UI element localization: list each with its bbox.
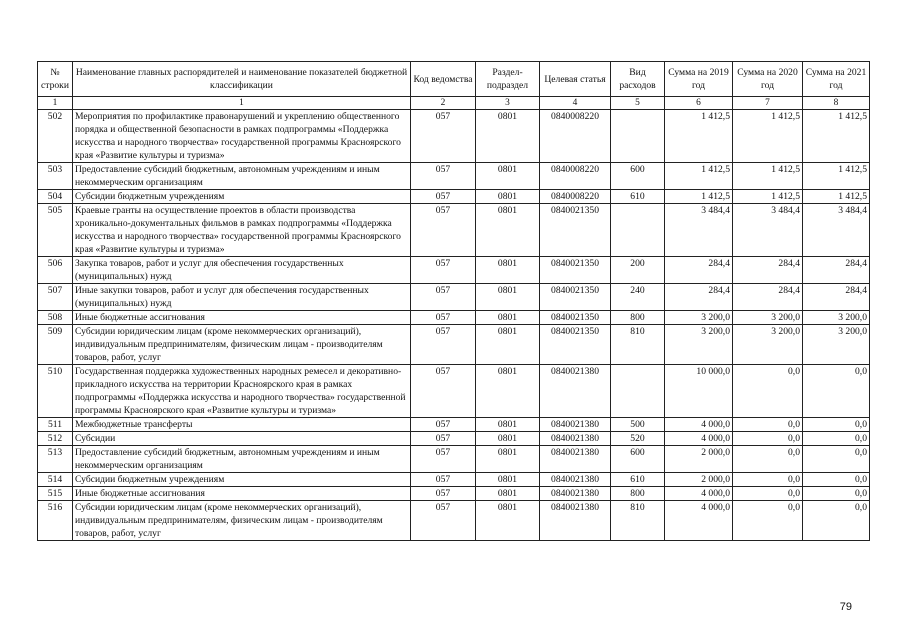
row-section: 0801 (476, 257, 540, 284)
row-number: 503 (38, 163, 73, 190)
row-sum-2019: 1 412,5 (665, 110, 733, 163)
row-sum-2019: 2 000,0 (665, 446, 733, 473)
row-section: 0801 (476, 487, 540, 501)
row-sum-2019: 1 412,5 (665, 190, 733, 204)
row-target-article: 0840021350 (540, 204, 611, 257)
row-sum-2021: 0,0 (803, 487, 870, 501)
row-sum-2020: 284,4 (733, 284, 803, 311)
row-expense-type: 520 (611, 432, 665, 446)
row-name: Краевые гранты на осуществление проектов в области производства хроникально-документальных фильмов в рамках подпрограммы «Поддержка искусства и народного творчества» государственной программы Красноярского края «Развитие культуры и туризма» (73, 204, 411, 257)
header-row-no: № строки (38, 62, 73, 97)
row-target-article: 0840021350 (540, 257, 611, 284)
row-sum-2020: 0,0 (733, 446, 803, 473)
column-number-row (38, 97, 870, 110)
header-name: Наименование главных распорядителей и наименование показателей бюджетной классификации (73, 62, 411, 97)
row-number: 516 (38, 501, 73, 541)
row-sum-2019: 4 000,0 (665, 418, 733, 432)
row-name: Иные бюджетные ассигнования (73, 487, 411, 501)
row-sum-2021: 3 200,0 (803, 311, 870, 325)
row-name: Иные закупки товаров, работ и услуг для обеспечения государственных (муниципальных) нужд (73, 284, 411, 311)
table-row (38, 163, 870, 190)
row-sum-2019: 4 000,0 (665, 432, 733, 446)
row-section: 0801 (476, 418, 540, 432)
row-sum-2021: 0,0 (803, 365, 870, 418)
row-expense-type: 500 (611, 418, 665, 432)
column-number: 1 (73, 97, 411, 110)
row-number: 507 (38, 284, 73, 311)
row-department-code: 057 (411, 365, 476, 418)
row-name: Мероприятия по профилактике правонарушений и укреплению общественного порядка и общественной безопасности в рамках подпрограммы «Поддержка искусства и народного творчества» государственной программы Красноярского края «Развитие культуры и туризма» (73, 110, 411, 163)
row-number: 502 (38, 110, 73, 163)
row-target-article: 0840008220 (540, 190, 611, 204)
row-expense-type (611, 365, 665, 418)
row-section: 0801 (476, 501, 540, 541)
header-section: Раздел-подраздел (476, 62, 540, 97)
row-department-code: 057 (411, 446, 476, 473)
table-row (38, 110, 870, 163)
row-section: 0801 (476, 284, 540, 311)
column-number: 7 (733, 97, 803, 110)
row-sum-2019: 3 484,4 (665, 204, 733, 257)
row-name: Субсидии бюджетным учреждениям (73, 473, 411, 487)
table-row (38, 365, 870, 418)
table-row (38, 284, 870, 311)
row-sum-2019: 1 412,5 (665, 163, 733, 190)
row-sum-2020: 3 484,4 (733, 204, 803, 257)
row-target-article: 0840021380 (540, 487, 611, 501)
row-section: 0801 (476, 365, 540, 418)
row-name: Субсидии юридическим лицам (кроме некоммерческих организаций), индивидуальным предпринимателям, физическим лицам - производителям товаров, работ, услуг (73, 501, 411, 541)
row-section: 0801 (476, 325, 540, 365)
row-expense-type: 810 (611, 325, 665, 365)
row-target-article: 0840021380 (540, 473, 611, 487)
row-name: Государственная поддержка художественных народных ремесел и декоративно-прикладного искусства на территории Красноярского края в рамках подпрограммы «Поддержка искусства и народного творчества» государственной программы Красноярского края «Развитие культуры и туризма» (73, 365, 411, 418)
table-row (38, 432, 870, 446)
row-expense-type: 800 (611, 311, 665, 325)
row-expense-type: 810 (611, 501, 665, 541)
row-sum-2019: 4 000,0 (665, 487, 733, 501)
row-department-code: 057 (411, 325, 476, 365)
row-sum-2019: 10 000,0 (665, 365, 733, 418)
row-sum-2020: 0,0 (733, 501, 803, 541)
row-expense-type: 610 (611, 190, 665, 204)
row-sum-2021: 1 412,5 (803, 163, 870, 190)
row-target-article: 0840008220 (540, 110, 611, 163)
row-department-code: 057 (411, 432, 476, 446)
row-department-code: 057 (411, 190, 476, 204)
column-number: 3 (476, 97, 540, 110)
row-number: 515 (38, 487, 73, 501)
column-number: 4 (540, 97, 611, 110)
header-sum-2021: Сумма на 2021 год (803, 62, 870, 97)
table-row (38, 325, 870, 365)
row-target-article: 0840021380 (540, 365, 611, 418)
row-number: 506 (38, 257, 73, 284)
row-name: Субсидии (73, 432, 411, 446)
row-sum-2020: 0,0 (733, 365, 803, 418)
column-number: 2 (411, 97, 476, 110)
row-sum-2021: 1 412,5 (803, 190, 870, 204)
row-name: Субсидии бюджетным учреждениям (73, 190, 411, 204)
row-section: 0801 (476, 311, 540, 325)
row-target-article: 0840021350 (540, 284, 611, 311)
column-number: 1 (38, 97, 73, 110)
header-row (38, 62, 870, 97)
row-sum-2021: 0,0 (803, 432, 870, 446)
row-sum-2020: 1 412,5 (733, 190, 803, 204)
row-sum-2021: 3 484,4 (803, 204, 870, 257)
row-department-code: 057 (411, 204, 476, 257)
row-sum-2021: 284,4 (803, 257, 870, 284)
table-row (38, 418, 870, 432)
row-section: 0801 (476, 110, 540, 163)
row-target-article: 0840021380 (540, 432, 611, 446)
row-section: 0801 (476, 446, 540, 473)
row-department-code: 057 (411, 110, 476, 163)
table-row (38, 501, 870, 541)
budget-table (37, 61, 870, 541)
row-number: 510 (38, 365, 73, 418)
row-number: 509 (38, 325, 73, 365)
header-target-article: Целевая статья (540, 62, 611, 97)
row-sum-2021: 0,0 (803, 501, 870, 541)
row-sum-2021: 0,0 (803, 446, 870, 473)
row-sum-2019: 4 000,0 (665, 501, 733, 541)
row-department-code: 057 (411, 257, 476, 284)
row-sum-2020: 0,0 (733, 487, 803, 501)
table-row (38, 190, 870, 204)
row-target-article: 0840021380 (540, 501, 611, 541)
row-department-code: 057 (411, 473, 476, 487)
row-number: 504 (38, 190, 73, 204)
row-sum-2020: 3 200,0 (733, 311, 803, 325)
row-department-code: 057 (411, 501, 476, 541)
header-sum-2020: Сумма на 2020 год (733, 62, 803, 97)
row-sum-2020: 0,0 (733, 432, 803, 446)
header-department-code: Код ведомства (411, 62, 476, 97)
row-name: Межбюджетные трансферты (73, 418, 411, 432)
row-number: 508 (38, 311, 73, 325)
table-row (38, 446, 870, 473)
row-section: 0801 (476, 163, 540, 190)
table-body (38, 110, 870, 541)
row-section: 0801 (476, 190, 540, 204)
row-sum-2021: 284,4 (803, 284, 870, 311)
row-section: 0801 (476, 432, 540, 446)
header-sum-2019: Сумма на 2019 год (665, 62, 733, 97)
row-sum-2019: 2 000,0 (665, 473, 733, 487)
row-sum-2019: 3 200,0 (665, 325, 733, 365)
row-sum-2021: 1 412,5 (803, 110, 870, 163)
row-target-article: 0840021350 (540, 311, 611, 325)
row-section: 0801 (476, 204, 540, 257)
row-sum-2020: 3 200,0 (733, 325, 803, 365)
row-sum-2020: 1 412,5 (733, 163, 803, 190)
table-row (38, 311, 870, 325)
row-sum-2021: 0,0 (803, 473, 870, 487)
row-number: 513 (38, 446, 73, 473)
row-sum-2019: 284,4 (665, 284, 733, 311)
row-sum-2021: 3 200,0 (803, 325, 870, 365)
row-sum-2020: 284,4 (733, 257, 803, 284)
row-expense-type: 600 (611, 163, 665, 190)
row-target-article: 0840008220 (540, 163, 611, 190)
column-number: 6 (665, 97, 733, 110)
table-row (38, 257, 870, 284)
page-number: 79 (839, 601, 852, 613)
row-expense-type: 800 (611, 487, 665, 501)
row-section: 0801 (476, 473, 540, 487)
row-target-article: 0840021380 (540, 446, 611, 473)
row-expense-type (611, 204, 665, 257)
row-department-code: 057 (411, 487, 476, 501)
row-name: Предоставление субсидий бюджетным, автономным учреждениям и иным некоммерческим организациям (73, 446, 411, 473)
row-sum-2021: 0,0 (803, 418, 870, 432)
row-department-code: 057 (411, 163, 476, 190)
row-expense-type: 240 (611, 284, 665, 311)
row-sum-2019: 3 200,0 (665, 311, 733, 325)
table-row (38, 473, 870, 487)
row-number: 512 (38, 432, 73, 446)
row-department-code: 057 (411, 418, 476, 432)
row-number: 505 (38, 204, 73, 257)
row-department-code: 057 (411, 284, 476, 311)
row-name: Субсидии юридическим лицам (кроме некоммерческих организаций), индивидуальным предпринимателям, физическим лицам - производителям товаров, работ, услуг (73, 325, 411, 365)
row-name: Иные бюджетные ассигнования (73, 311, 411, 325)
row-sum-2019: 284,4 (665, 257, 733, 284)
row-expense-type: 600 (611, 446, 665, 473)
row-target-article: 0840021350 (540, 325, 611, 365)
row-department-code: 057 (411, 311, 476, 325)
column-number: 8 (803, 97, 870, 110)
row-sum-2020: 1 412,5 (733, 110, 803, 163)
table-row (38, 204, 870, 257)
row-name: Предоставление субсидий бюджетным, автономным учреждениям и иным некоммерческим организациям (73, 163, 411, 190)
row-expense-type: 200 (611, 257, 665, 284)
table-row (38, 487, 870, 501)
row-expense-type: 610 (611, 473, 665, 487)
row-sum-2020: 0,0 (733, 473, 803, 487)
header-expense-type: Вид расходов (611, 62, 665, 97)
row-number: 514 (38, 473, 73, 487)
row-name: Закупка товаров, работ и услуг для обеспечения государственных (муниципальных) нужд (73, 257, 411, 284)
row-target-article: 0840021380 (540, 418, 611, 432)
row-number: 511 (38, 418, 73, 432)
column-number: 5 (611, 97, 665, 110)
row-expense-type (611, 110, 665, 163)
row-sum-2020: 0,0 (733, 418, 803, 432)
